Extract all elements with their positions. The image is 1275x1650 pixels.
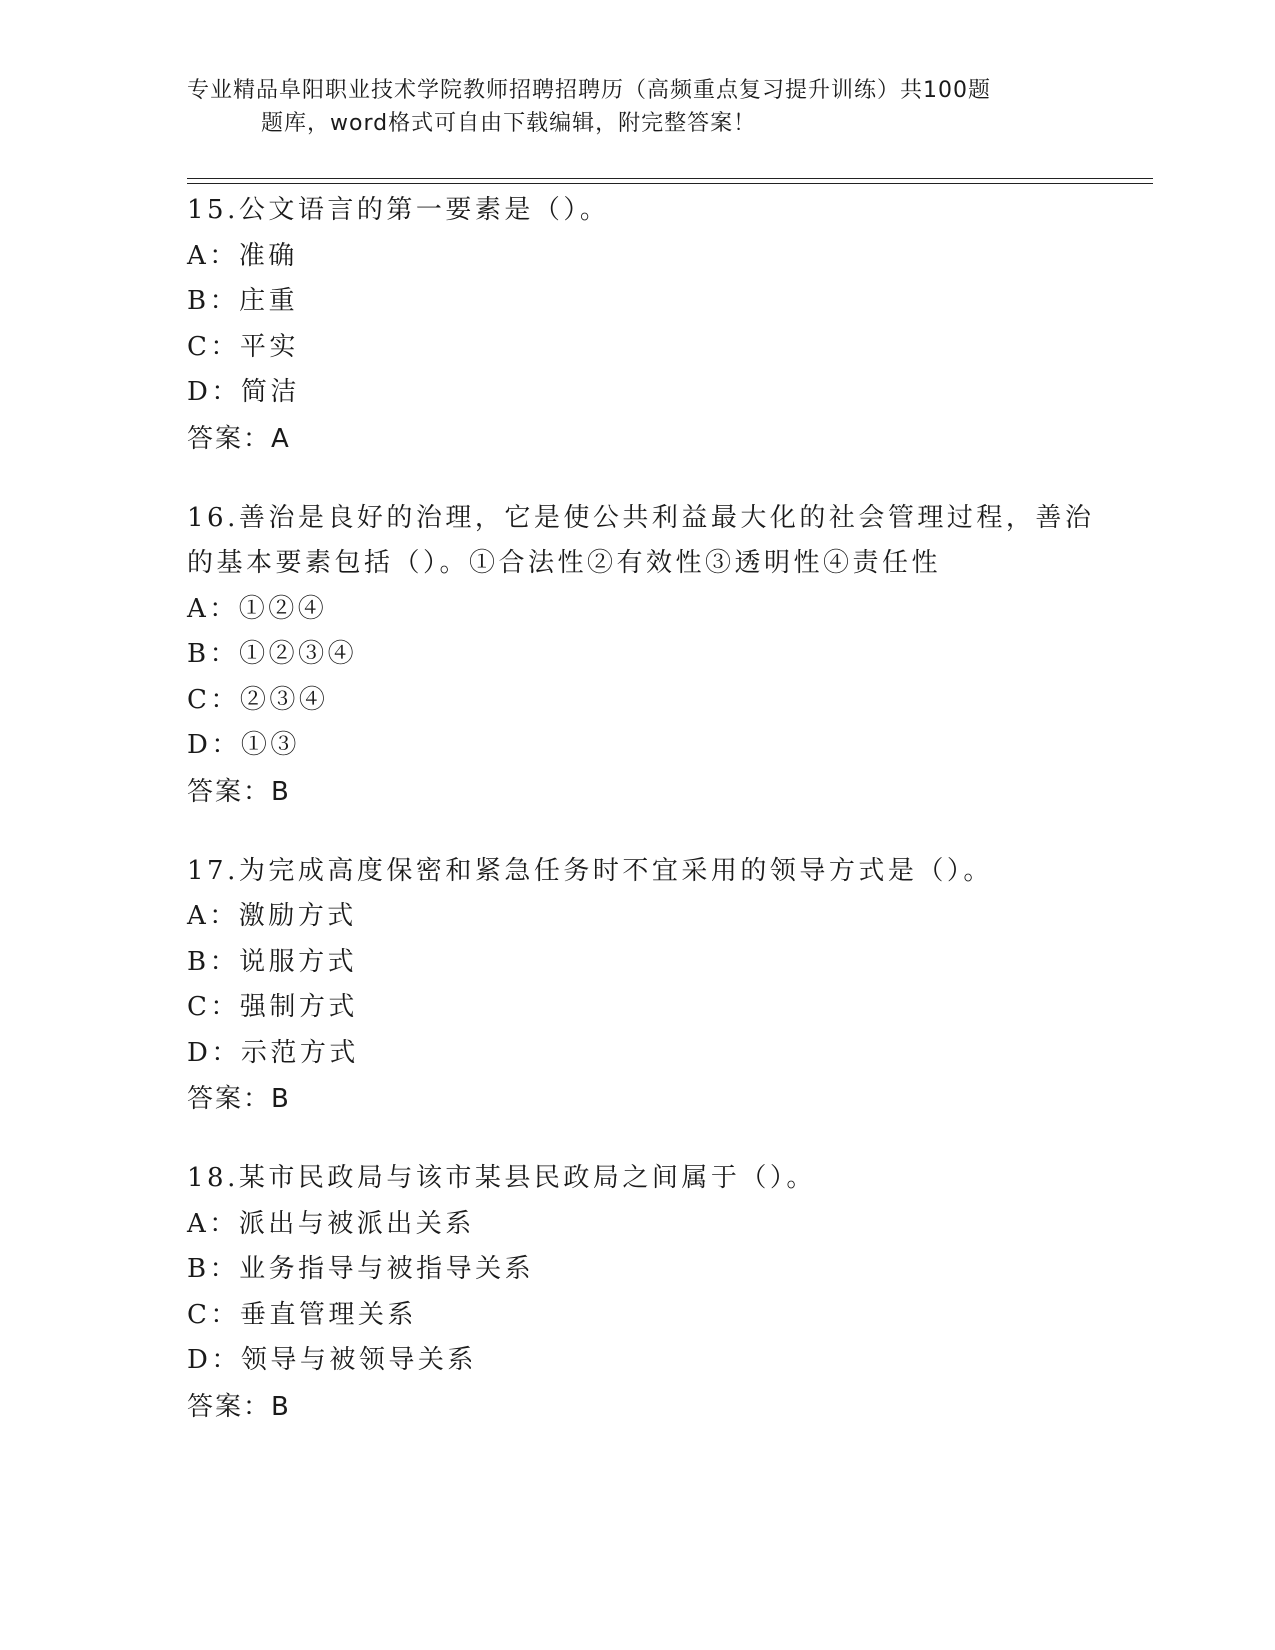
header-divider-top (187, 178, 1153, 179)
document-header (187, 74, 1067, 140)
option-a: A：激励方式 (187, 901, 357, 931)
option-d: D：简洁 (187, 377, 300, 407)
question-17 (187, 849, 1087, 1123)
header-title-line-1: 专业精品阜阳职业技术学院教师招聘招聘历（高频重点复习提升训练）共100题 (187, 78, 991, 103)
question-18 (187, 1156, 1087, 1430)
option-b: B：①②③④ (187, 639, 358, 669)
header-divider-bottom (187, 183, 1153, 184)
header-title-line-2: 题库，word格式可自由下载编辑，附完整答案！ (261, 111, 757, 136)
option-c: C：②③④ (187, 684, 329, 715)
question-stem: 17.为完成高度保密和紧急任务时不宜采用的领导方式是（）。 (187, 855, 993, 886)
option-b: B：庄重 (187, 286, 299, 316)
question-stem: 18.某市民政局与该市某县民政局之间属于（）。 (187, 1163, 816, 1193)
question-stem: 15.公文语言的第一要素是（）。 (187, 195, 610, 225)
question-list (187, 188, 1095, 1464)
option-c: C：强制方式 (187, 992, 358, 1022)
answer: 答案：B (187, 776, 291, 807)
question-stem-line-2: 的基本要素包括（）。①合法性②有效性③透明性④责任性 (187, 548, 942, 578)
option-a: A：派出与被派出关系 (187, 1208, 475, 1239)
question-15 (187, 188, 1087, 462)
option-b: B：说服方式 (187, 946, 358, 977)
answer: 答案：B (187, 1084, 291, 1114)
answer: 答案：B (187, 1391, 291, 1422)
question-16 (187, 496, 1095, 815)
option-c: C：平实 (187, 331, 299, 362)
answer: 答案：A (187, 423, 291, 454)
option-b: B：业务指导与被指导关系 (187, 1254, 535, 1284)
option-a: A：准确 (187, 240, 298, 271)
option-a: A：①②④ (187, 593, 328, 624)
option-d: D：领导与被领导关系 (187, 1345, 477, 1375)
question-stem-line-1: 16.善治是良好的治理，它是使公共利益最大化的社会管理过程，善治 (187, 502, 1095, 533)
option-c: C：垂直管理关系 (187, 1299, 417, 1330)
option-d: D：示范方式 (187, 1037, 359, 1068)
option-d: D：①③ (187, 730, 300, 760)
